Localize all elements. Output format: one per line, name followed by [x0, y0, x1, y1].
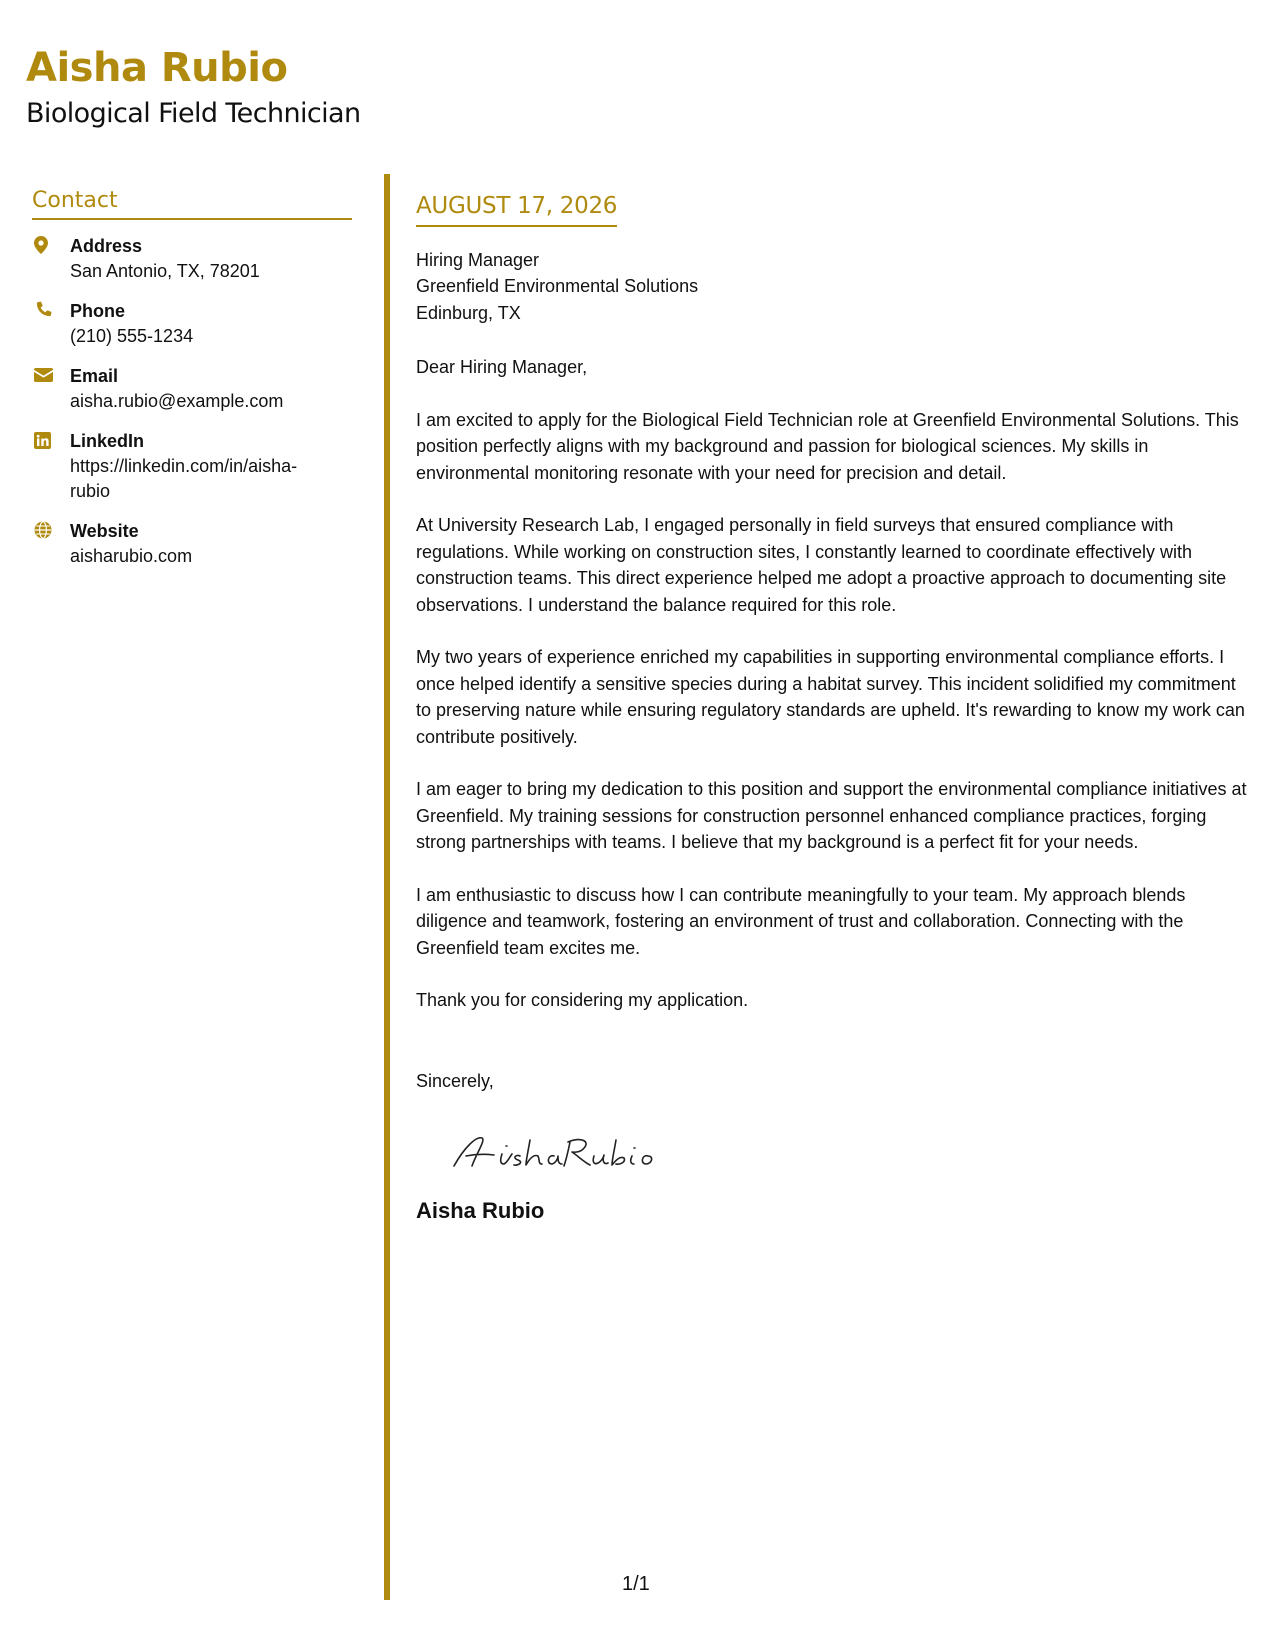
contact-item-email	[32, 364, 352, 414]
recipient-location: Edinburg, TX	[416, 302, 521, 323]
linkedin-icon	[32, 429, 70, 451]
vertical-divider	[384, 174, 390, 1600]
applicant-name: Aisha Rubio	[26, 45, 288, 91]
contact-label-phone: Phone	[70, 301, 126, 322]
letter-paragraph: I am enthusiastic to discuss how I can contribute meaningfully to your team. My approach blends diligence and teamwork, fostering an environment of trust and collaboration. Connecting with the Greenfield team excites me.	[416, 884, 1186, 958]
contact-label-address: Address	[70, 236, 143, 257]
envelope-icon	[32, 364, 70, 386]
letter-paragraph: I am excited to apply for the Biological Field Technician role at Greenfield Environmental Solutions. This position perfectly aligns with my background and passion for biological sciences. My skills in environmental monitoring resonate with your need for precision and detail.	[416, 409, 1239, 483]
map-pin-icon	[32, 234, 70, 256]
letter-paragraph: I am eager to bring my dedication to this position and support the environmental compliance initiatives at Greenfield. My training sessions for construction personnel enhanced compliance practices, forging strong partnerships with teams. I believe that my background is a perfect fit for your needs.	[416, 779, 1247, 853]
letter-paragraph: Thank you for considering my application.	[416, 990, 749, 1011]
job-title: Biological Field Technician	[26, 98, 361, 129]
contact-item-address	[32, 234, 352, 284]
contact-heading: Contact	[32, 188, 352, 220]
contact-value-phone: (210) 555-1234	[70, 326, 194, 347]
signer-name: Aisha Rubio	[416, 1198, 545, 1224]
letter-date: AUGUST 17, 2026	[416, 192, 617, 227]
salutation: Dear Hiring Manager,	[416, 357, 588, 378]
closing: Sincerely,	[416, 1070, 494, 1091]
contact-value-website[interactable]: aisharubio.com	[70, 546, 193, 567]
phone-icon	[32, 299, 70, 321]
contact-value-email[interactable]: aisha.rubio@example.com	[70, 391, 284, 412]
contact-label-linkedin: LinkedIn	[70, 431, 145, 452]
contact-item-linkedin	[32, 429, 352, 504]
letter-paragraph: At University Research Lab, I engaged personally in field surveys that ensured compliance with regulations. While working on construction sites, I constantly learned to coordinate effectively with construction teams. This direct experience helped me adopt a proactive approach to documenting site observations. I understand the balance required for this role.	[416, 515, 1227, 615]
contact-value-address: San Antonio, TX, 78201	[70, 261, 260, 282]
contact-label-email: Email	[70, 366, 119, 387]
cover-letter-body	[416, 192, 1254, 1225]
globe-icon	[32, 519, 70, 541]
recipient-block	[416, 247, 1254, 327]
contact-value-linkedin[interactable]: https://linkedin.com/in/aisha-rubio	[70, 456, 298, 502]
contact-label-website: Website	[70, 521, 139, 542]
contact-sidebar	[32, 188, 352, 584]
letter-paragraph: My two years of experience enriched my capabilities in supporting environmental compliance efforts. I once helped identify a sensitive species during a habitat survey. This incident solidified my commitment to preserving nature while ensuring regulatory standards are upheld. It's rewarding to know my work can contribute positively.	[416, 647, 1245, 747]
recipient-company: Greenfield Environmental Solutions	[416, 276, 699, 297]
handwritten-signature	[446, 1128, 1254, 1176]
contact-item-phone	[32, 299, 352, 349]
page-number: 1/1	[622, 1573, 650, 1595]
contact-item-website	[32, 519, 352, 569]
recipient-title: Hiring Manager	[416, 249, 540, 270]
